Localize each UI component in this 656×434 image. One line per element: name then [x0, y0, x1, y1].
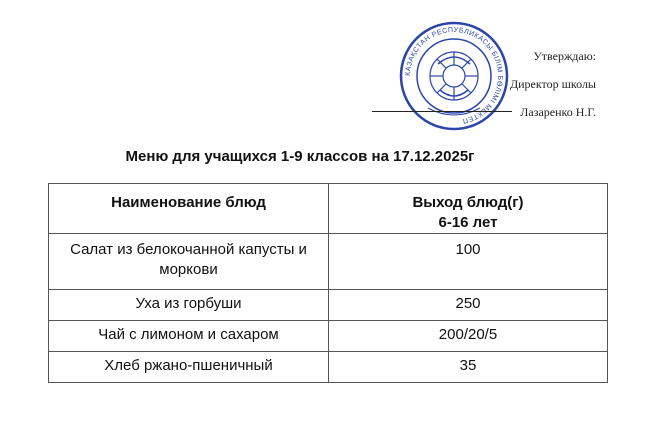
header-yield	[329, 184, 608, 234]
menu-table	[48, 183, 608, 383]
dish-cell: Уха из горбуши	[49, 290, 329, 321]
table-header-row	[49, 184, 608, 234]
table-row	[49, 290, 608, 321]
approval-block	[510, 42, 596, 126]
director-position: Директор школы	[509, 77, 596, 91]
table-row	[49, 321, 608, 352]
svg-text:КАЗАҚСТАН РЕСПУБЛИКАСЫ БІЛІМ Б	[405, 27, 503, 124]
dish-cell: Салат из белокочанной капусты и моркови	[49, 234, 329, 290]
approve-label: Утверждаю:	[533, 49, 596, 63]
signature-line	[372, 111, 512, 112]
header-yield-label: Выход блюд(г)	[412, 194, 524, 211]
seal-ring-text: КАЗАҚСТАН РЕСПУБЛИКАСЫ БІЛІМ БӨЛІМІ МЕКТЕП	[404, 26, 504, 125]
yield-cell: 200/20/5	[329, 321, 608, 352]
table-row	[49, 352, 608, 383]
yield-cell: 35	[329, 352, 608, 383]
dish-cell: Чай с лимоном и сахаром	[49, 321, 329, 352]
yield-cell: 250	[329, 290, 608, 321]
header-age-label: 6-16 лет	[438, 214, 498, 231]
header-dish: Наименование блюд	[49, 184, 329, 234]
yield-cell: 100	[329, 234, 608, 290]
page-title: Меню для учащихся 1-9 классов на 17.12.2025г	[125, 148, 475, 165]
official-seal-icon	[398, 20, 510, 132]
table-row	[49, 234, 608, 290]
dish-cell: Хлеб ржано-пшеничный	[49, 352, 329, 383]
director-name: Лазаренко Н.Г.	[520, 105, 596, 119]
